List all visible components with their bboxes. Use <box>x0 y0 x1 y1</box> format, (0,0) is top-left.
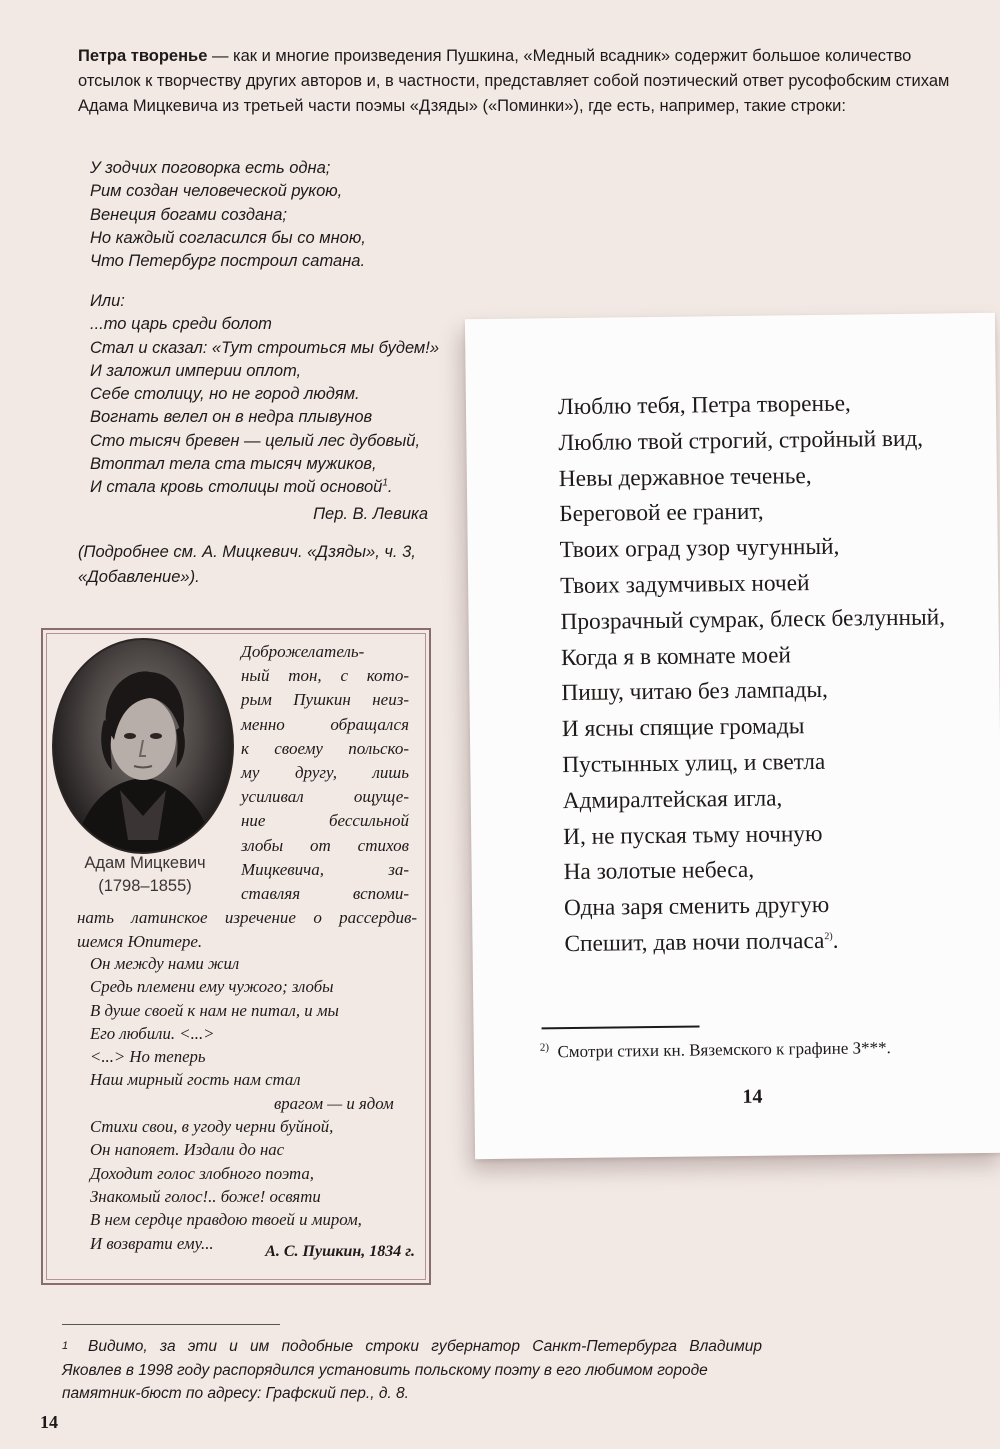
poem-line: На золотые небеса, <box>563 857 755 886</box>
caption-name: Адам Мицкевич <box>84 854 206 872</box>
poem-line: Невы державное теченье, <box>558 462 812 492</box>
footnote-rule <box>62 1324 280 1325</box>
poem-line-text: Спешит, дав ночи полчаса <box>564 927 825 958</box>
verse-line: Себе столицу, но не город людям. <box>90 385 360 404</box>
footnote-text: Видимо, за эти и им подобные строки губернатор Санкт-Петербурга Владимир <box>88 1338 762 1355</box>
poem-line: Пишу, читаю без лампады, <box>561 677 829 707</box>
commentary-line: Мицкевича, за- <box>241 859 409 879</box>
verse-line: Он напояет. Издали до нас <box>90 1140 285 1160</box>
footnote-mark: 1 <box>62 1340 69 1352</box>
verse-line: Что Петербург построил сатана. <box>90 252 366 271</box>
verse-line: Средь племени ему чужого; злобы <box>90 977 334 997</box>
footnote-line: Яковлев в 1998 году распорядился установить польскому поэту в его любимом городе <box>62 1361 708 1379</box>
commentary-line: ный тон, с кото- <box>241 666 409 686</box>
commentary-line: нать латинское изречение о рассердив- <box>77 908 417 927</box>
commentary-line: злобы от стихов <box>241 835 409 855</box>
verse-line: Сто тысяч бревен — целый лес дубовый, <box>90 431 421 450</box>
portrait-caption <box>55 852 235 898</box>
commentary-line: му другу, лишь <box>241 763 409 783</box>
verse-line: И заложил империи оплот, <box>90 361 302 380</box>
poem-line: Пустынных улиц, и светла <box>562 748 826 779</box>
caption-years: (1798–1855) <box>98 877 192 895</box>
card-page-number: 14 <box>742 1085 763 1108</box>
verse-line: Но каждый согласился бы со мною, <box>90 228 366 247</box>
translator-credit: Пер. В. Левика <box>313 505 428 523</box>
verse-line: В нем сердце правдою твоей и миром, <box>90 1210 362 1230</box>
book-page-card <box>465 313 1000 1159</box>
verse-line: Наш мирный гость нам стал <box>90 1070 301 1090</box>
poem-line: Адмиралтейская игла, <box>562 785 783 814</box>
poem-line: И ясны спящие громады <box>561 713 805 743</box>
mickiewicz-quote-2 <box>90 290 439 500</box>
poem-line: Прозрачный сумрак, блеск безлунный, <box>560 604 946 635</box>
verse-line: Знакомый голос!.. боже! освяти <box>90 1186 321 1206</box>
poem-line: И, не пуская тьму ночную <box>563 820 823 850</box>
commentary-line: к своему польско- <box>241 738 409 758</box>
verse-line-text: И стала кровь столицы той основой <box>90 478 383 497</box>
reference-note: (Подробнее см. А. Мицкевич. «Дзяды», ч. 3, «Добавление»). <box>78 543 416 586</box>
commentary-continued <box>77 906 417 954</box>
commentary-line: менно обращался <box>241 714 409 734</box>
verse-line: И возврати ему... <box>90 1233 214 1253</box>
intro-text: — как и многие произведения Пушкина, «Медный всадник» содержит большое количество отсылок к творчеству других авторов и, в частности, представляет собой поэтический ответ русофобским стихам Адама Мицкевича из третьей части поэмы «Дзяды» («Поминки»), где есть, например, такие строки: <box>78 47 950 115</box>
verse-line: Или: <box>90 292 125 310</box>
card-footnote <box>540 1038 891 1062</box>
poem-line: Когда я в комнате моей <box>560 641 792 671</box>
verse-line: врагом — и ядом <box>274 1093 394 1113</box>
verse-line: <...> Но теперь <box>90 1047 206 1067</box>
commentary-line: ние бессильной <box>241 811 409 831</box>
verse-line: И стала кровь столицы той основой$^1$. <box>90 477 393 497</box>
verse-line: Стал и сказал: «Тут строиться мы будем!» <box>90 338 440 357</box>
poem-line: Одна заря сменить другую <box>563 892 830 922</box>
commentary-line: ставляя вспоми- <box>241 884 409 904</box>
verse-line: Венеция богами создана; <box>90 205 287 224</box>
card-footnote-text: Смотри стихи кн. Вяземского к графине З***. <box>557 1038 891 1062</box>
commentary-line: Доброжелатель- <box>241 642 365 661</box>
wrapped-commentary <box>241 640 409 906</box>
commentary-line: шемся Юпитере. <box>77 932 203 952</box>
verse-line: Втоптал тела ста тысяч мужиков, <box>90 455 377 474</box>
card-footnote-rule <box>542 1025 700 1029</box>
footnote-ref: 1 <box>382 477 388 489</box>
intro-lead: Петра творенье <box>78 47 208 65</box>
pushkin-verse <box>90 952 420 1255</box>
verse-line: Он между нами жил <box>90 954 240 973</box>
poem-line: Твоих оград узор чугунный, <box>559 533 840 564</box>
footnote-line: памятник-бюст по адресу: Графский пер., д. 8. <box>62 1385 409 1402</box>
verse-line: Доходит голос злобного поэта, <box>90 1163 314 1183</box>
footnote-ref: 2) <box>824 931 833 943</box>
verse-line: ...то царь среди болот <box>90 315 272 334</box>
bronze-horseman-excerpt <box>558 385 949 962</box>
verse-line: Рим создан человеческой рукою, <box>90 182 343 201</box>
commentary-line: рым Пушкин неиз- <box>241 690 409 710</box>
intro-paragraph <box>78 44 968 119</box>
mickiewicz-quote-1 <box>90 157 366 273</box>
poem-line: Люблю тебя, Петра творенье, <box>557 390 851 421</box>
page-footnote <box>62 1335 762 1406</box>
sidebar-box <box>41 628 431 1285</box>
card-footnote-mark: 2) <box>539 1041 550 1054</box>
verse-attribution: А. С. Пушкин, 1834 г. <box>265 1243 415 1260</box>
verse-line: Его любили. <...> <box>90 1023 215 1043</box>
verse-line: Вогнать велел он в недра плывунов <box>90 408 373 427</box>
page-number: 14 <box>40 1412 58 1432</box>
poem-line: Твоих задумчивых ночей <box>559 570 810 600</box>
verse-line: В душе своей к нам не питал, и мы <box>90 1000 339 1020</box>
portrait-icon <box>54 640 232 852</box>
poem-line: Люблю твой строгий, стройный вид, <box>558 425 924 456</box>
poem-line: Береговой ее гранит, <box>559 499 764 528</box>
commentary-line: усиливал ощуще- <box>241 787 409 807</box>
verse-line: У зодчих поговорка есть одна; <box>90 159 331 177</box>
verse-line: Стихи свои, в угоду черни буйной, <box>90 1117 334 1137</box>
footnote-line <box>62 1335 762 1359</box>
poem-line: Спешит, дав ночи полчаса$^{2)}$. <box>564 927 839 958</box>
portrait-image <box>52 638 234 854</box>
